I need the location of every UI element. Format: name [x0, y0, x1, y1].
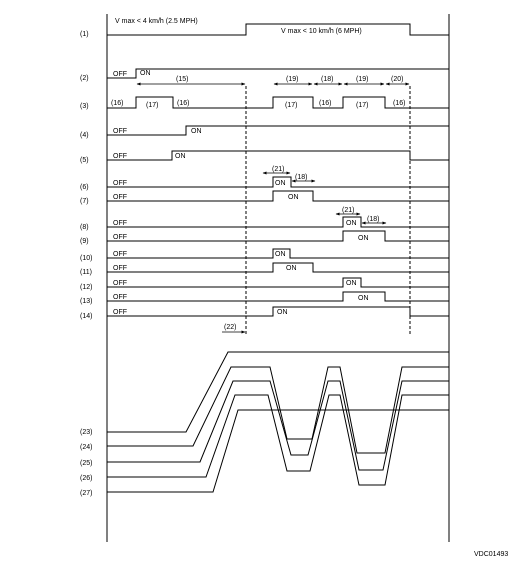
interval-18b-label: (18): [295, 174, 308, 181]
row8-off-label: OFF: [113, 220, 127, 227]
waveform-row-11: [107, 263, 449, 272]
row9-on-label: ON: [358, 235, 369, 242]
interval-labels: [176, 76, 406, 331]
row11-off-label: OFF: [113, 265, 127, 272]
figure-code: VDC01493: [474, 551, 509, 558]
row9-off-label: OFF: [113, 234, 127, 241]
row7-on-label: ON: [288, 194, 299, 201]
interval-15-label: (15): [176, 76, 189, 83]
row-label-9: (9): [80, 238, 89, 245]
row12-on-label: ON: [346, 280, 357, 287]
pressure-label-23: (23): [80, 429, 93, 436]
interval-18c-label: (18): [367, 216, 380, 223]
row14-off-label: OFF: [113, 309, 127, 316]
interval-21b-label: (21): [342, 207, 355, 214]
interval-20-label: (20): [391, 76, 404, 83]
row3-state-g: (16): [393, 100, 406, 107]
row5-on-label: ON: [175, 153, 186, 160]
waveform-row-8: [107, 217, 449, 227]
interval-22-label: (22): [224, 324, 237, 331]
row-label-7: (7): [80, 198, 89, 205]
row2-on-label: ON: [140, 70, 151, 77]
row4-on-label: ON: [191, 128, 202, 135]
pressure-curve-27: [107, 410, 449, 492]
interval-19b-label: (19): [356, 76, 369, 83]
interval-19a-label: (19): [286, 76, 299, 83]
pressure-label-24: (24): [80, 444, 93, 451]
row14-on-label: ON: [277, 309, 288, 316]
row-label-12: (12): [80, 284, 93, 291]
pressure-curves: [107, 352, 449, 492]
row-label-10: (10): [80, 255, 93, 262]
waveform-row-1: [107, 24, 449, 35]
interval-21a-label: (21): [272, 166, 285, 173]
row5-off-label: OFF: [113, 153, 127, 160]
row-label-8: (8): [80, 224, 89, 231]
waveform-row-7: [107, 191, 449, 201]
row-label-2: (2): [80, 75, 89, 82]
row-label-3: (3): [80, 103, 89, 110]
row-label-6: (6): [80, 184, 89, 191]
speed-condition-right: V max < 10 km/h (6 MPH): [281, 28, 362, 35]
waveform-row-13: [107, 292, 449, 301]
row10-on-label: ON: [275, 251, 286, 258]
row3-state-b: (17): [146, 102, 159, 109]
row3-state-d: (17): [285, 102, 298, 109]
speed-condition-left: V max < 4 km/h (2.5 MPH): [115, 18, 198, 25]
pressure-curve-25: [107, 381, 449, 470]
row6-on-label: ON: [275, 180, 286, 187]
row3-state-f: (17): [356, 102, 369, 109]
pressure-labels: [80, 429, 92, 497]
pressure-label-27: (27): [80, 490, 93, 497]
row12-off-label: OFF: [113, 280, 127, 287]
waveform-row-5: [107, 151, 449, 160]
row6-off-label: OFF: [113, 180, 127, 187]
waveform-row-9: [107, 231, 449, 241]
pressure-label-26: (26): [80, 475, 93, 482]
waveform-row-12: [107, 278, 449, 287]
row-label-4: (4): [80, 132, 89, 139]
waveform-row-4: [107, 126, 449, 135]
row-label-13: (13): [80, 298, 93, 305]
row8-on-label: ON: [346, 220, 357, 227]
row11-on-label: ON: [286, 265, 297, 272]
row3-state-e: (16): [319, 100, 332, 107]
row13-off-label: OFF: [113, 294, 127, 301]
pressure-label-25: (25): [80, 460, 93, 467]
row3-state-a: (16): [111, 100, 124, 107]
row-label-11: (11): [80, 269, 92, 276]
row-label-5: (5): [80, 157, 89, 164]
interval-18a-label: (18): [321, 76, 334, 83]
row-label-14: (14): [80, 313, 93, 320]
row7-off-label: OFF: [113, 194, 127, 201]
row-labels: [80, 31, 92, 320]
row2-off-label: OFF: [113, 71, 127, 78]
row13-on-label: ON: [358, 295, 369, 302]
row3-state-c: (16): [177, 100, 190, 107]
row4-off-label: OFF: [113, 128, 127, 135]
row-label-1: (1): [80, 31, 89, 38]
row10-off-label: OFF: [113, 251, 127, 258]
